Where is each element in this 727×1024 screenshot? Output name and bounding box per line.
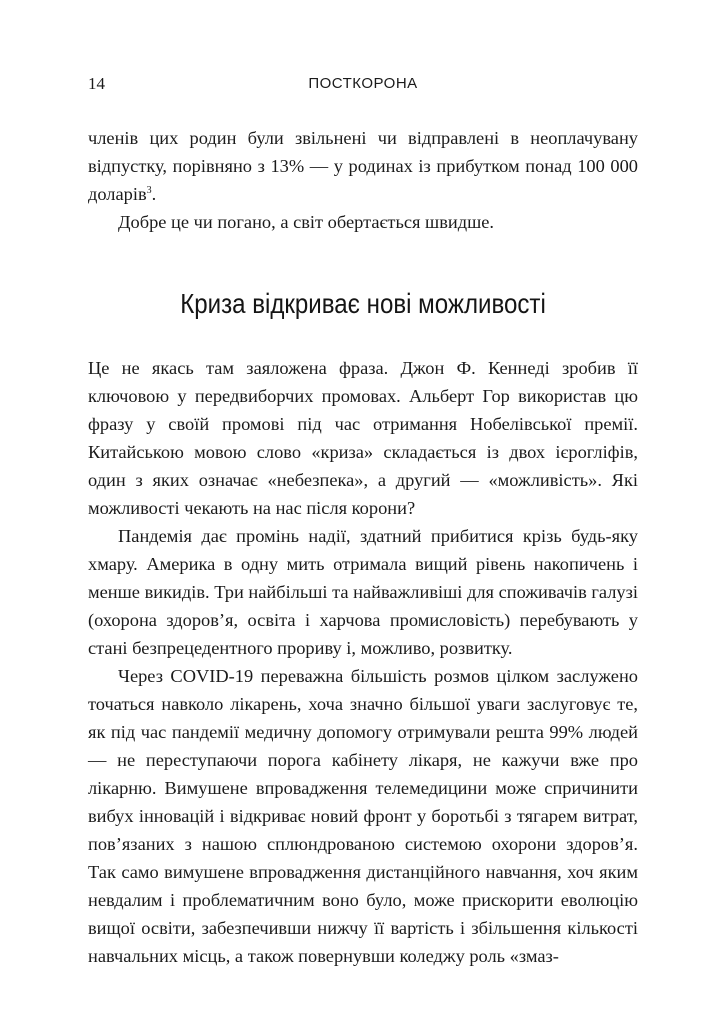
continued-paragraph: [88, 124, 638, 208]
running-header: [88, 74, 638, 96]
footnote-marker: 3: [146, 184, 152, 196]
section-heading: Криза відкриває нові можливості: [180, 288, 546, 319]
closing-paragraph: Добре це чи погано, а світ обертається швидше.: [118, 212, 495, 232]
continued-paragraph-end: .: [151, 184, 157, 204]
running-title: ПОСТКОРОНА: [308, 75, 418, 92]
body-paragraph-2: Пандемія дає промінь надії, здатний прибитися крізь будь-яку хмару. Америка в одну мить отримала вищий рівень накопичень і менше викидів. Три найбільші та найважливіші для споживачів галузі (охорона здоров’я, освіта і харчова промисловість) перебувають у стані безпрецедентного прориву і, можливо, розвитку.: [88, 526, 638, 658]
main-text-block: [88, 354, 638, 970]
body-paragraph-3: Через COVID-19 переважна більшість розмов цілком заслужено точаться навколо лікарень, хоча значно більшої уваги заслуговує те, як під час пандемії медичну допомогу отримували решта 99% людей — не переступаючи порога кабінету лікаря, не кажучи вже про лікарню. Вимушене впровадження телемедицини може спричинити вибух інновацій і відкриває новий фронт у боротьбі з тягарем витрат, пов’язаних з нашою сплюндрованою системою охорони здоров’я. Так само вимушене впровадження дистанційного навчання, хоч яким невдалим і проблематичним воно було, може прискорити еволюцію вищої освіти, забезпечивши нижчу її вартість і збільшення кількості навчальних місць, а також повернувши коледжу роль «змаз-: [88, 666, 638, 966]
top-text-block: [88, 124, 638, 236]
continued-paragraph-text: членів цих родин були звільнені чи відправлені в неоплачувану відпустку, порівняно з 13% — у родинах із прибутком понад 100 000 доларів: [88, 128, 638, 204]
body-paragraph-1: Це не якась там заяложена фраза. Джон Ф. Кеннеді зробив її ключовою у передвиборчих промовах. Альберт Гор використав цю фразу у своїй промові під час отримання Нобелівської премії. Китайською мовою слово «криза» складається із двох ієрогліфів, один з яких означає «небезпека», а другий — «можливість». Які можливості чекають на нас після корони?: [88, 358, 638, 518]
page-number: 14: [88, 74, 105, 93]
